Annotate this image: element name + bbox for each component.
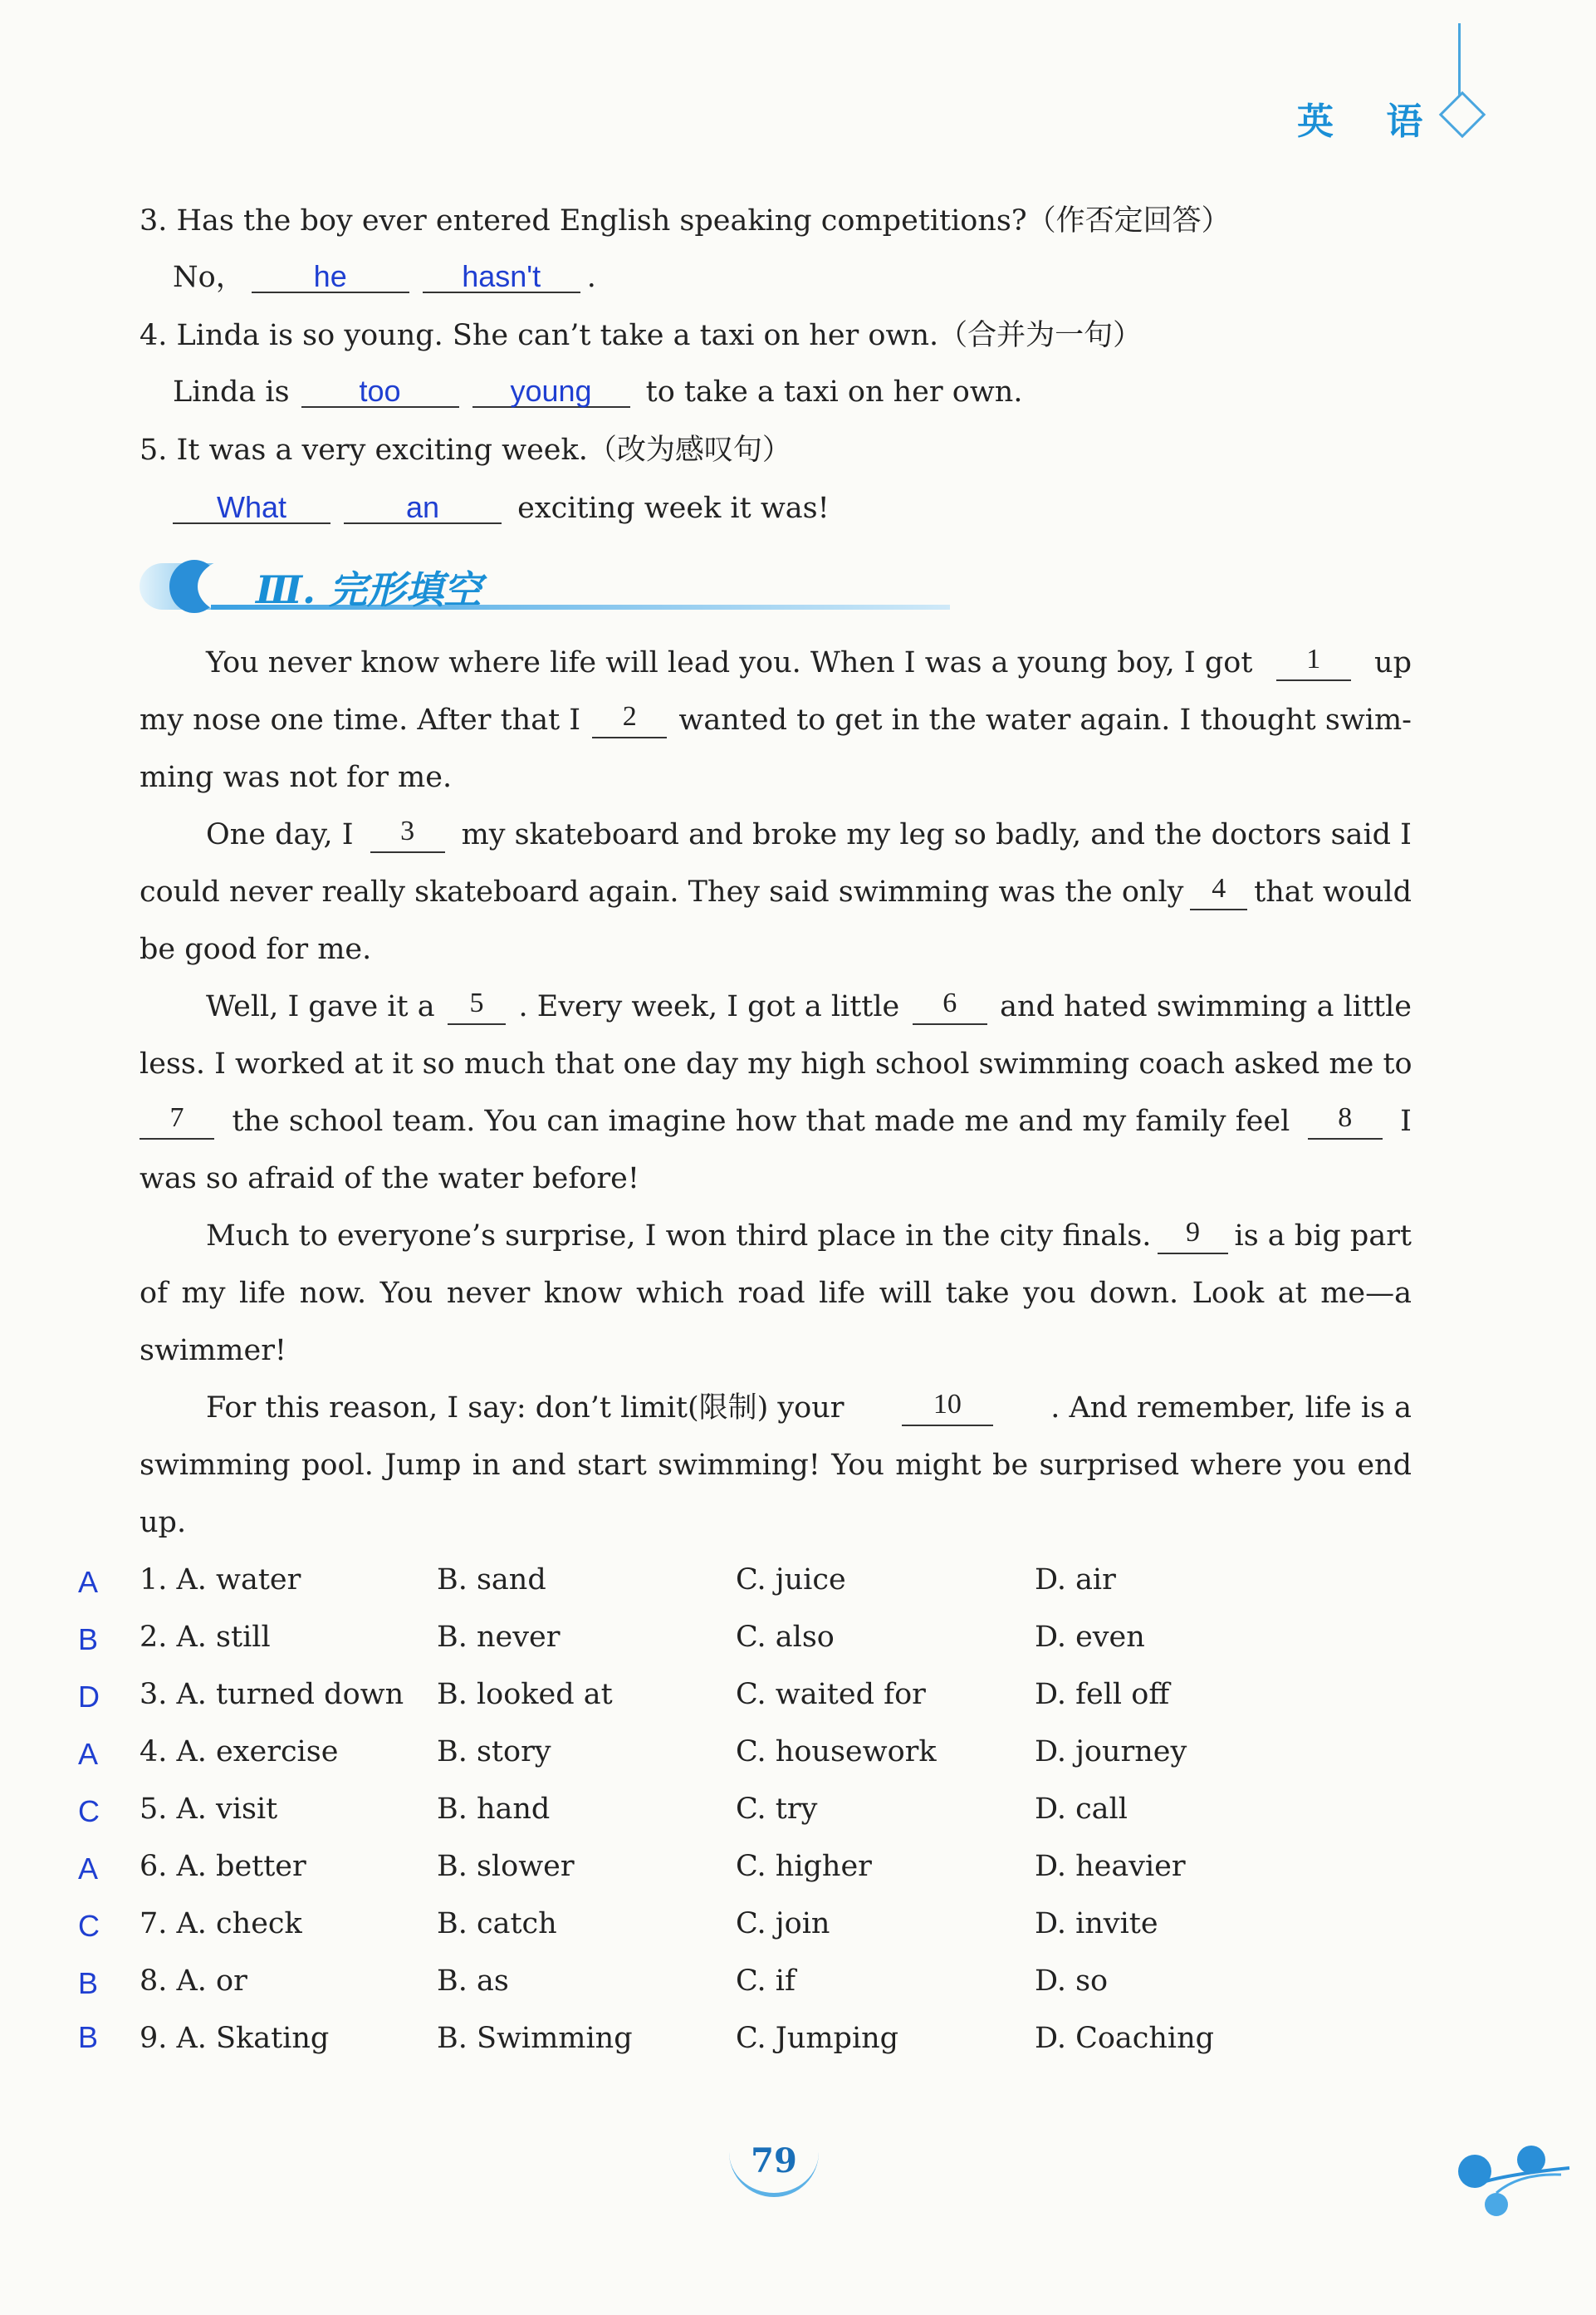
section-banner: [140, 558, 953, 616]
passage-text: . Every week, I got a little: [518, 990, 900, 1023]
option-b[interactable]: B. as: [437, 1964, 509, 1998]
option-b[interactable]: B. sand: [437, 1563, 546, 1596]
cloze-blank[interactable]: 6: [913, 988, 987, 1025]
cloze-blank[interactable]: 1: [1276, 645, 1351, 681]
passage-text: that would: [1254, 875, 1412, 909]
question-5-prompt: 5. It was a very exciting week.（改为感叹句）: [140, 434, 791, 467]
option-c[interactable]: C. waited for: [736, 1678, 926, 1711]
option-d[interactable]: D. Coaching: [1035, 2022, 1215, 2055]
option-b[interactable]: B. looked at: [437, 1678, 613, 1711]
passage-line: [140, 874, 1412, 910]
question-4-answer-line: [173, 374, 1445, 410]
passage-line: [140, 1103, 1412, 1140]
answer-prefix: No，: [173, 261, 245, 294]
answer-suffix: to take a taxi on her own.: [645, 375, 1023, 409]
passage-text: my nose one time. After that I: [140, 704, 581, 737]
passage-text: wanted to get in the water again. I thought swim-: [678, 704, 1412, 737]
cloze-blank[interactable]: 2: [592, 702, 667, 738]
passage-text: Much to everyone’s surprise, I won third place in the city finals.: [206, 1219, 1152, 1253]
passage-text: . And remember, life is a: [1050, 1391, 1412, 1425]
answer-key: B: [78, 1966, 99, 2000]
answer-key: B: [78, 1622, 99, 1656]
passage-text: is a big part: [1234, 1219, 1412, 1253]
passage-line: [140, 988, 1412, 1025]
option-c[interactable]: C. also: [736, 1621, 835, 1654]
option-a[interactable]: 8. A. or: [140, 1964, 247, 1998]
answer-blank[interactable]: an: [344, 493, 502, 524]
passage-text: up: [1374, 646, 1412, 679]
passage-line: swimmer!: [140, 1334, 286, 1367]
passage-text: I: [1400, 1105, 1412, 1138]
cloze-blank[interactable]: 10: [902, 1390, 993, 1426]
answer-prefix: Linda is: [173, 375, 290, 409]
passage-line: [140, 1390, 1412, 1426]
option-a[interactable]: 9. A. Skating: [140, 2022, 330, 2055]
option-c[interactable]: C. housework: [736, 1735, 937, 1768]
passage-text: and hated swimming a little: [1000, 990, 1412, 1023]
cloze-blank[interactable]: 4: [1190, 874, 1247, 910]
answer-blank[interactable]: What: [173, 493, 330, 524]
question-4-prompt: 4. Linda is so young. She can’t take a taxi on her own.（合并为一句）: [140, 319, 1143, 352]
question-3-answer-line: [173, 259, 1445, 296]
passage-text: One day, I: [206, 818, 354, 851]
question-5-answer-line: [173, 490, 1445, 527]
answer-suffix: .: [586, 261, 596, 294]
answer-key: A: [78, 1565, 99, 1599]
option-a[interactable]: 6. A. better: [140, 1850, 306, 1883]
passage-line: [140, 817, 1412, 853]
option-d[interactable]: D. heavier: [1035, 1850, 1186, 1883]
passage-line: be good for me.: [140, 933, 372, 966]
option-c[interactable]: C. Jumping: [736, 2022, 899, 2055]
cloze-blank[interactable]: 7: [140, 1103, 214, 1140]
option-c[interactable]: C. try: [736, 1793, 818, 1826]
option-d[interactable]: D. invite: [1035, 1907, 1158, 1940]
cloze-blank[interactable]: 3: [370, 817, 445, 853]
cloze-blank[interactable]: 8: [1308, 1103, 1383, 1140]
option-d[interactable]: D. even: [1035, 1621, 1145, 1654]
option-a[interactable]: 2. A. still: [140, 1621, 271, 1654]
answer-suffix: exciting week it was!: [517, 492, 830, 525]
option-d[interactable]: D. journey: [1035, 1735, 1187, 1768]
decorative-dots-icon: [1445, 2135, 1578, 2226]
option-a[interactable]: 1. A. water: [140, 1563, 301, 1596]
cloze-blank[interactable]: 5: [448, 988, 506, 1025]
diamond-icon: [1439, 91, 1486, 139]
option-a[interactable]: 5. A. visit: [140, 1793, 278, 1826]
passage-line: ming was not for me.: [140, 761, 453, 794]
option-a[interactable]: 7. A. check: [140, 1907, 302, 1940]
question-3-prompt: 3. Has the boy ever entered English speaking competitions?（作否定回答）: [140, 204, 1231, 238]
page-number: 79: [729, 2135, 819, 2197]
answer-blank[interactable]: too: [301, 376, 459, 408]
option-b[interactable]: B. story: [437, 1735, 551, 1768]
answer-key: B: [78, 2020, 99, 2054]
option-d[interactable]: D. so: [1035, 1964, 1109, 1998]
subject-label: 英 语: [1297, 101, 1443, 143]
passage-line: of my life now. You never know which road life will take you down. Look at me—a: [140, 1277, 1412, 1310]
answer-blank[interactable]: young: [472, 376, 630, 408]
passage-line: [140, 645, 1412, 681]
option-a[interactable]: 3. A. turned down: [140, 1678, 404, 1711]
passage-text: could never really skateboard again. They said swimming was the only: [140, 875, 1184, 909]
option-c[interactable]: C. juice: [736, 1563, 846, 1596]
section-title: Ⅲ. 完形填空: [256, 567, 482, 612]
passage-line: up.: [140, 1506, 187, 1539]
passage-line: less. I worked at it so much that one day my high school swimming coach asked me to: [140, 1047, 1412, 1081]
option-c[interactable]: C. higher: [736, 1850, 872, 1883]
answer-key: A: [78, 1737, 99, 1771]
option-b[interactable]: B. Swimming: [437, 2022, 633, 2055]
answer-key: D: [78, 1680, 100, 1714]
option-d[interactable]: D. fell off: [1035, 1678, 1170, 1711]
answer-key: A: [78, 1852, 99, 1886]
passage-text: You never know where life will lead you. When I was a young boy, I got: [206, 646, 1253, 679]
passage-line: swimming pool. Jump in and start swimming! You might be surprised where you end: [140, 1449, 1412, 1482]
answer-blank[interactable]: he: [252, 262, 409, 293]
passage-line: was so afraid of the water before!: [140, 1162, 639, 1195]
option-d[interactable]: D. air: [1035, 1563, 1116, 1596]
passage-text: my skateboard and broke my leg so badly, and the doctors said I: [461, 818, 1412, 851]
passage-text: Well, I gave it a: [206, 990, 435, 1023]
cloze-blank[interactable]: 9: [1158, 1218, 1227, 1254]
answer-blank[interactable]: hasn't: [423, 262, 580, 293]
answer-key: C: [78, 1794, 100, 1828]
option-b[interactable]: B. catch: [437, 1907, 557, 1940]
passage-text: For this reason, I say: don’t limit(限制) your: [206, 1391, 845, 1425]
option-b[interactable]: B. hand: [437, 1793, 551, 1826]
option-c[interactable]: C. join: [736, 1907, 830, 1940]
option-c[interactable]: C. if: [736, 1964, 796, 1998]
answer-key: C: [78, 1909, 100, 1943]
option-b[interactable]: B. slower: [437, 1850, 575, 1883]
passage-line: [140, 702, 1412, 738]
passage-text: the school team. You can imagine how that made me and my family feel: [232, 1105, 1290, 1138]
passage-line: [140, 1218, 1412, 1254]
option-d[interactable]: D. call: [1035, 1793, 1128, 1826]
option-a[interactable]: 4. A. exercise: [140, 1735, 339, 1768]
option-b[interactable]: B. never: [437, 1621, 561, 1654]
